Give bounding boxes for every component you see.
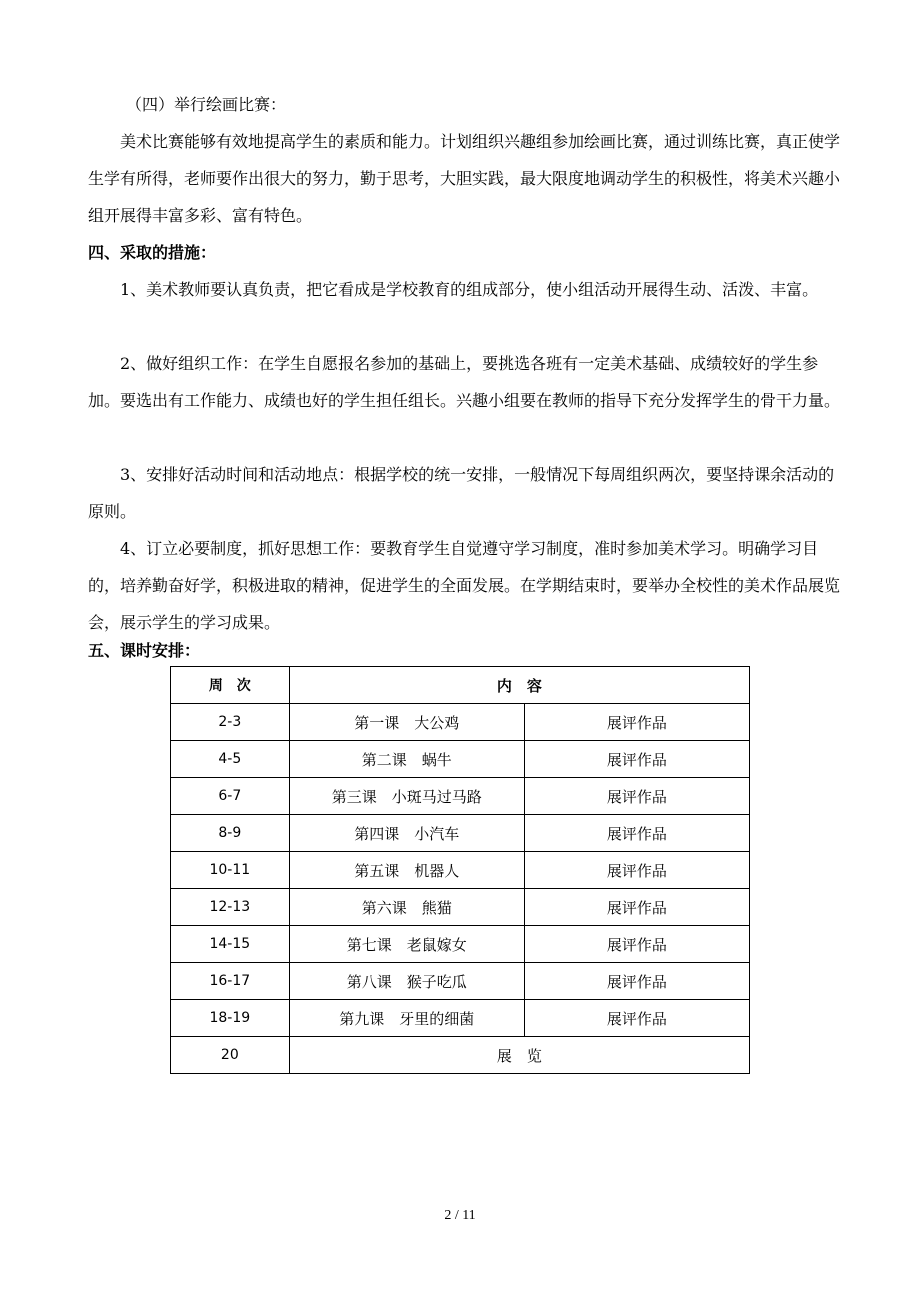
page-number: 2 / 11	[444, 1208, 476, 1223]
activity-cell: 展评作品	[524, 963, 749, 1000]
activity-cell: 展评作品	[524, 889, 749, 926]
table-row	[171, 741, 750, 778]
week-cell: 10-11	[171, 852, 290, 889]
table-header-row	[171, 667, 750, 704]
lesson-cell: 第二课 蜗牛	[289, 741, 524, 778]
measure-item-3: 3、安排好活动时间和活动地点：根据学校的统一安排，一般情况下每周组织两次，要坚持课余活动的原则。	[88, 465, 835, 521]
table-row	[171, 926, 750, 963]
schedule-table	[170, 666, 750, 1074]
section-heading-measures: 四、采取的措施：	[88, 243, 217, 262]
schedule-body	[171, 704, 750, 1074]
activity-cell: 展评作品	[524, 704, 749, 741]
table-row	[171, 704, 750, 741]
week-cell: 6-7	[171, 778, 290, 815]
table-row-final	[171, 1037, 750, 1074]
header-week: 周 次	[171, 667, 290, 704]
week-cell: 18-19	[171, 1000, 290, 1037]
measure-item-1: 1、美术教师要认真负责，把它看成是学校教育的组成部分，使小组活动开展得生动、活泼、丰富。	[120, 280, 819, 299]
lesson-cell: 第一课 大公鸡	[289, 704, 524, 741]
activity-cell: 展评作品	[524, 852, 749, 889]
lesson-cell: 第八课 猴子吃瓜	[289, 963, 524, 1000]
week-cell: 2-3	[171, 704, 290, 741]
lesson-cell: 第七课 老鼠嫁女	[289, 926, 524, 963]
activity-cell: 展评作品	[524, 815, 749, 852]
exhibition-cell: 展 览	[289, 1037, 749, 1074]
table-row	[171, 963, 750, 1000]
week-cell: 16-17	[171, 963, 290, 1000]
table-row	[171, 815, 750, 852]
activity-cell: 展评作品	[524, 778, 749, 815]
section-heading-schedule: 五、课时安排：	[88, 641, 201, 660]
paragraph-drawing-contest: 美术比赛能够有效地提高学生的素质和能力。计划组织兴趣组参加绘画比赛，通过训练比赛，真正使学生学有所得，老师要作出很大的努力，勤于思考，大胆实践，最大限度地调动学生的积极性，将美术兴趣小组开展得丰富多彩、富有特色。	[88, 132, 841, 225]
subsection-heading-drawing-contest: （四）举行绘画比赛：	[126, 95, 287, 114]
lesson-cell: 第三课 小斑马过马路	[289, 778, 524, 815]
lesson-cell: 第九课 牙里的细菌	[289, 1000, 524, 1037]
week-cell: 4-5	[171, 741, 290, 778]
activity-cell: 展评作品	[524, 926, 749, 963]
lesson-cell: 第六课 熊猫	[289, 889, 524, 926]
table-row	[171, 852, 750, 889]
week-cell: 14-15	[171, 926, 290, 963]
measure-item-2: 2、做好组织工作：在学生自愿报名参加的基础上，要挑选各班有一定美术基础、成绩较好的学生参加。要选出有工作能力、成绩也好的学生担任组长。兴趣小组要在教师的指导下充分发挥学生的骨干力量。	[88, 354, 841, 410]
week-cell: 20	[171, 1037, 290, 1074]
lesson-cell: 第五课 机器人	[289, 852, 524, 889]
week-cell: 12-13	[171, 889, 290, 926]
activity-cell: 展评作品	[524, 741, 749, 778]
table-row	[171, 1000, 750, 1037]
week-cell: 8-9	[171, 815, 290, 852]
lesson-cell: 第四课 小汽车	[289, 815, 524, 852]
table-row	[171, 778, 750, 815]
activity-cell: 展评作品	[524, 1000, 749, 1037]
header-content: 内 容	[289, 667, 749, 704]
measure-item-4: 4、订立必要制度，抓好思想工作：要教育学生自觉遵守学习制度，准时参加美术学习。明确学习目的，培养勤奋好学，积极进取的精神，促进学生的全面发展。在学期结束时，要举办全校性的美术作品展览会，展示学生的学习成果。	[88, 539, 841, 632]
table-row	[171, 889, 750, 926]
